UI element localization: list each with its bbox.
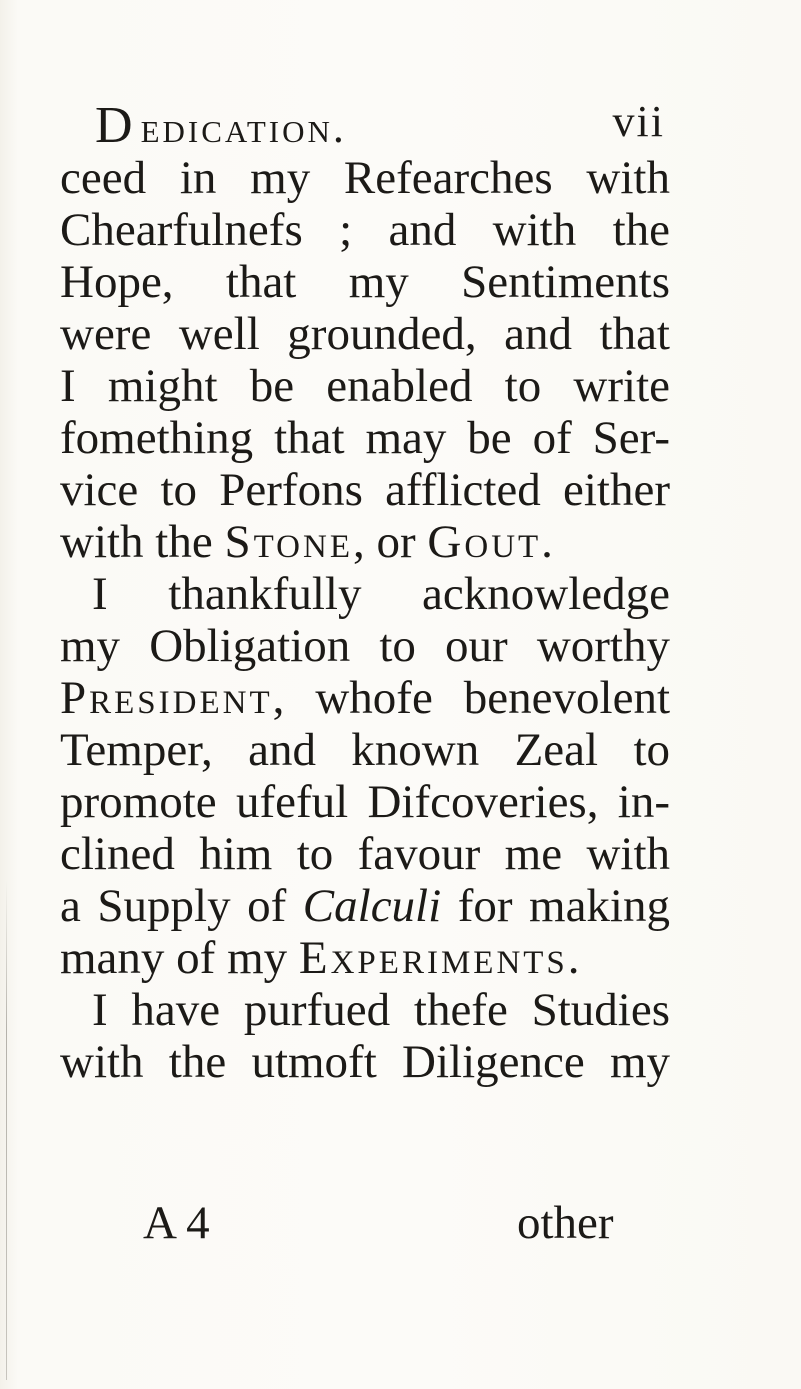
text-line: Chearfulnefs ; and with the [60, 204, 670, 256]
text-line [60, 932, 670, 984]
page-footer [0, 1196, 801, 1252]
catchword: other [517, 1197, 614, 1249]
running-title-initial: D [95, 97, 141, 154]
text-fragment: , whofe benevolent [272, 672, 670, 724]
gutter-shadow [6, 880, 7, 1380]
running-header [95, 96, 665, 156]
text-fragment: many of my [60, 932, 299, 984]
text-line: my Obligation to our worthy [60, 620, 670, 672]
text-fragment: with the [60, 516, 225, 568]
text-line: fomething that may be of Ser- [60, 412, 670, 464]
text-line: clined him to favour me with [60, 828, 670, 880]
text-line-paragraph-start: I have purfued thefe Studies [92, 984, 670, 1036]
text-line [60, 672, 670, 724]
text-line-paragraph-start: I thankfully acknowledge [92, 568, 670, 620]
text-fragment: for making [441, 880, 670, 932]
text-line: were well grounded, and that [60, 308, 670, 360]
text-line [60, 516, 670, 568]
body-text [60, 152, 670, 1088]
text-line: I might be enabled to write [60, 360, 670, 412]
text-line: Temper, and known Zeal to [60, 724, 670, 776]
small-caps-word: Stone [224, 516, 354, 568]
running-title-rest: edication. [140, 103, 347, 152]
text-line [60, 880, 670, 932]
small-caps-word: Experiments. [298, 932, 583, 984]
signature-mark: A 4 [143, 1197, 210, 1249]
text-line: promote ufeful Difcoveries, in- [60, 776, 670, 828]
italic-word: Calculi [302, 880, 442, 932]
text-fragment: , or [353, 516, 428, 568]
text-line: with the utmoft Diligence my [60, 1036, 670, 1088]
text-line: ceed in my Refearches with [60, 152, 670, 204]
text-fragment: a Supply of [60, 880, 303, 932]
page-number: vii [612, 97, 665, 146]
text-line: vice to Perfons afflicted either [60, 464, 670, 516]
running-title [95, 96, 347, 155]
small-caps-word: Gout. [427, 516, 556, 568]
text-line: Hope, that my Sentiments [60, 256, 670, 308]
small-caps-word: President [60, 672, 273, 724]
